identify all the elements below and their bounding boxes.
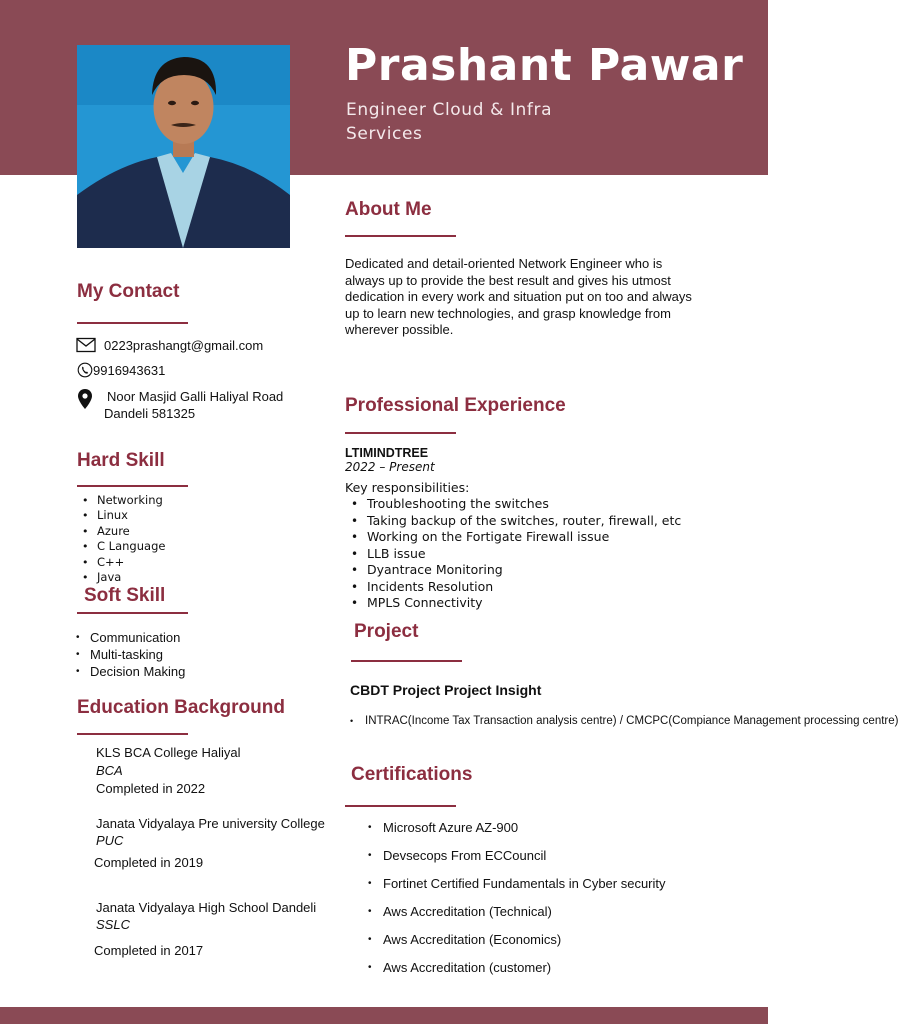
degree: PUC: [96, 833, 124, 848]
mail-icon: [76, 337, 96, 358]
list-item: • Multi-tasking: [76, 647, 185, 664]
project-rule: [351, 660, 462, 662]
employment-period: 2022 – Present: [345, 460, 435, 474]
certifications-rule: [345, 805, 456, 807]
list-item: • Aws Accreditation (Technical): [368, 904, 666, 932]
list-item: • Dyantrace Monitoring: [346, 562, 681, 579]
hard-skill-rule: [77, 485, 188, 487]
list-item: • C++: [82, 555, 165, 570]
list-item: • Aws Accreditation (Economics): [368, 932, 666, 960]
education-rule: [77, 733, 188, 735]
experience-rule: [345, 432, 456, 434]
soft-skill-rule: [77, 612, 188, 614]
contact-address-line2: Dandeli 581325: [104, 406, 196, 421]
list-item: • Aws Accreditation (customer): [368, 960, 666, 988]
list-item: • Communication: [76, 630, 185, 647]
list-item: • Devsecops From ECCouncil: [368, 848, 666, 876]
soft-skill-heading: Soft Skill: [84, 585, 166, 606]
completion-year: Completed in 2017: [94, 943, 204, 958]
list-item: • Working on the Fortigate Firewall issue: [346, 529, 681, 546]
contact-rule: [77, 322, 188, 324]
person-name: Prashant Pawar: [345, 40, 744, 91]
degree: SSLC: [96, 917, 130, 932]
list-item: • Linux: [82, 508, 165, 523]
profile-photo: [77, 45, 290, 248]
about-text: Dedicated and detail-oriented Network Engineer who is always up to provide the best result and gives his utmost dedication in every work and situation put on too and always up to learn new technologies, and grasp knowledge from wherever possible.: [345, 256, 692, 337]
education-item: [96, 744, 241, 798]
list-item: • Java: [82, 570, 165, 585]
about-rule: [345, 235, 456, 237]
completion-year: Completed in 2019: [94, 855, 204, 870]
company-name: LTIMINDTREE: [345, 446, 429, 460]
soft-skill-list: [76, 630, 185, 680]
project-list: [350, 714, 898, 729]
footer-band: [0, 1007, 768, 1024]
responsibilities-label: Key responsibilities:: [345, 480, 470, 495]
certifications-heading: Certifications: [351, 764, 473, 785]
education-heading: Education Background: [77, 697, 285, 718]
responsibilities-list: [346, 496, 681, 612]
list-item: • LLB issue: [346, 546, 681, 563]
contact-email: 0223prashangt@gmail.com: [104, 338, 264, 353]
project-heading: Project: [354, 621, 419, 642]
experience-heading: Professional Experience: [345, 395, 566, 416]
list-item: • INTRAC(Income Tax Transaction analysis centre) / CMCPC(Compiance Management processing centre): [350, 714, 670, 729]
list-item: • Troubleshooting the switches: [346, 496, 681, 513]
list-item: • Networking: [82, 493, 165, 508]
list-item: • Decision Making: [76, 664, 185, 681]
list-item: • Fortinet Certified Fundamentals in Cyber security: [368, 876, 666, 904]
project-title: CBDT Project Project Insight: [350, 682, 542, 698]
hard-skill-heading: Hard Skill: [77, 450, 165, 471]
list-item: • C Language: [82, 539, 165, 554]
list-item: • Azure: [82, 524, 165, 539]
contact-heading: My Contact: [77, 281, 180, 302]
job-title: Engineer Cloud & Infra Services: [346, 100, 553, 144]
school-name: Janata Vidyalaya Pre university College: [96, 816, 325, 831]
list-item: • Microsoft Azure AZ-900: [368, 820, 666, 848]
degree: BCA: [96, 763, 123, 778]
school-name: KLS BCA College Haliyal: [96, 745, 241, 760]
list-item: • Incidents Resolution: [346, 579, 681, 596]
phone-icon: [77, 362, 93, 383]
list-item: • Taking backup of the switches, router, firewall, etc: [346, 513, 681, 530]
location-pin-icon: [78, 389, 92, 414]
completion-year: Completed in 2022: [96, 781, 206, 796]
contact-address-line1: Noor Masjid Galli Haliyal Road: [107, 389, 284, 404]
hard-skill-list: [82, 493, 165, 585]
about-heading: About Me: [345, 199, 432, 220]
certifications-list: [368, 820, 666, 988]
contact-phone: 9916943631: [93, 363, 166, 378]
school-name: Janata Vidyalaya High School Dandeli: [96, 900, 317, 915]
list-item: • MPLS Connectivity: [346, 595, 681, 612]
